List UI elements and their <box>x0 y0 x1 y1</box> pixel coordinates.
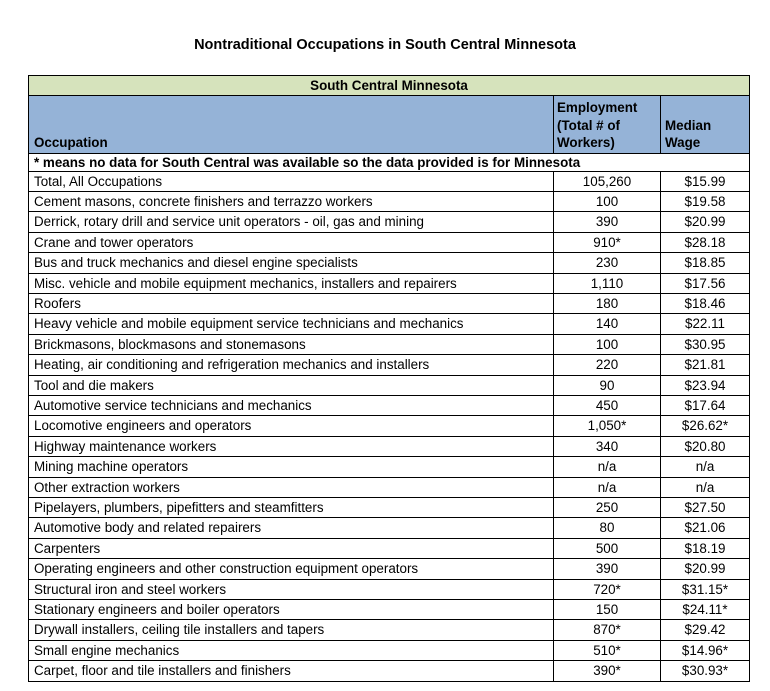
table-row <box>29 253 750 273</box>
employment-cell: 910* <box>554 232 661 252</box>
region-header-row <box>29 76 750 96</box>
median-wage-cell: $18.19 <box>661 538 750 558</box>
wage-header-line: Wage <box>665 135 701 150</box>
occupation-cell: Pipelayers, plumbers, pipefitters and steamfitters <box>29 498 554 518</box>
median-wage-cell: $23.94 <box>661 375 750 395</box>
column-header-row <box>29 96 750 154</box>
employment-cell: 220 <box>554 355 661 375</box>
employment-cell: 180 <box>554 293 661 313</box>
occupation-cell: Roofers <box>29 293 554 313</box>
employment-cell: 500 <box>554 538 661 558</box>
table-row <box>29 538 750 558</box>
occupation-cell: Other extraction workers <box>29 477 554 497</box>
occupation-cell: Small engine mechanics <box>29 640 554 660</box>
employment-cell: 250 <box>554 498 661 518</box>
employment-cell: 390 <box>554 212 661 232</box>
median-wage-cell: $18.85 <box>661 253 750 273</box>
table-row <box>29 559 750 579</box>
median-wage-cell: $30.93* <box>661 661 750 681</box>
employment-cell: 450 <box>554 395 661 415</box>
median-wage-cell: $31.15* <box>661 579 750 599</box>
occupation-cell: Drywall installers, ceiling tile installers and tapers <box>29 620 554 640</box>
table-row <box>29 395 750 415</box>
occupation-cell: Operating engineers and other construction equipment operators <box>29 559 554 579</box>
occupation-cell: Bus and truck mechanics and diesel engine specialists <box>29 253 554 273</box>
employment-cell: 1,050* <box>554 416 661 436</box>
occupation-cell: Mining machine operators <box>29 457 554 477</box>
median-wage-cell: $21.81 <box>661 355 750 375</box>
median-wage-cell: $20.80 <box>661 436 750 456</box>
table-row <box>29 416 750 436</box>
employment-cell: 100 <box>554 334 661 354</box>
median-wage-cell: n/a <box>661 457 750 477</box>
employment-column-header <box>554 96 661 154</box>
occupation-cell: Cement masons, concrete finishers and terrazzo workers <box>29 191 554 211</box>
table-row <box>29 600 750 620</box>
table-row <box>29 620 750 640</box>
occupation-cell: Structural iron and steel workers <box>29 579 554 599</box>
occupation-cell: Carpenters <box>29 538 554 558</box>
median-wage-cell: $28.18 <box>661 232 750 252</box>
occupation-cell: Heavy vehicle and mobile equipment service technicians and mechanics <box>29 314 554 334</box>
employment-cell: 150 <box>554 600 661 620</box>
employment-header-line: (Total # of <box>557 117 620 133</box>
occupation-cell: Brickmasons, blockmasons and stonemasons <box>29 334 554 354</box>
median-wage-cell: $26.62* <box>661 416 750 436</box>
table-row <box>29 334 750 354</box>
occupation-cell: Derrick, rotary drill and service unit operators - oil, gas and mining <box>29 212 554 232</box>
occupation-cell: Tool and die makers <box>29 375 554 395</box>
occupation-cell: Automotive service technicians and mechanics <box>29 395 554 415</box>
table-row <box>29 436 750 456</box>
median-wage-cell: $18.46 <box>661 293 750 313</box>
employment-cell: 390* <box>554 661 661 681</box>
table-row <box>29 191 750 211</box>
table-row <box>29 457 750 477</box>
employment-cell: 90 <box>554 375 661 395</box>
employment-cell: 1,110 <box>554 273 661 293</box>
table-row <box>29 375 750 395</box>
occupation-cell: Locomotive engineers and operators <box>29 416 554 436</box>
employment-cell: 230 <box>554 253 661 273</box>
occupation-column-header: Occupation <box>29 96 554 154</box>
document-title: Nontraditional Occupations in South Central Minnesota <box>194 37 576 53</box>
table-row <box>29 293 750 313</box>
table-row <box>29 661 750 681</box>
occupation-cell: Total, All Occupations <box>29 171 554 191</box>
median-wage-cell: $17.64 <box>661 395 750 415</box>
median-wage-cell: $22.11 <box>661 314 750 334</box>
employment-cell: 390 <box>554 559 661 579</box>
table-row <box>29 477 750 497</box>
table-row <box>29 498 750 518</box>
employment-cell: 80 <box>554 518 661 538</box>
occupation-cell: Stationary engineers and boiler operators <box>29 600 554 620</box>
table-row <box>29 232 750 252</box>
region-label: South Central Minnesota <box>29 76 750 96</box>
median-wage-cell: $24.11* <box>661 600 750 620</box>
employment-cell: 105,260 <box>554 171 661 191</box>
occupation-cell: Highway maintenance workers <box>29 436 554 456</box>
occupations-table <box>28 75 750 682</box>
note-row <box>29 153 750 171</box>
employment-cell: 100 <box>554 191 661 211</box>
employment-cell: 140 <box>554 314 661 334</box>
table-row <box>29 314 750 334</box>
median-wage-cell: $14.96* <box>661 640 750 660</box>
median-wage-cell: $20.99 <box>661 212 750 232</box>
table-row <box>29 273 750 293</box>
median-wage-cell: $29.42 <box>661 620 750 640</box>
employment-cell: 340 <box>554 436 661 456</box>
median-wage-cell: $30.95 <box>661 334 750 354</box>
occupation-cell: Automotive body and related repairers <box>29 518 554 538</box>
median-wage-cell: $19.58 <box>661 191 750 211</box>
median-wage-cell: $17.56 <box>661 273 750 293</box>
table-row <box>29 640 750 660</box>
table-row <box>29 355 750 375</box>
median-wage-cell: $21.06 <box>661 518 750 538</box>
employment-header-line: Employment <box>557 100 638 115</box>
employment-cell: 720* <box>554 579 661 599</box>
occupation-cell: Heating, air conditioning and refrigeration mechanics and installers <box>29 355 554 375</box>
table-row <box>29 212 750 232</box>
median-wage-cell: $27.50 <box>661 498 750 518</box>
median-wage-cell: $20.99 <box>661 559 750 579</box>
employment-cell: 870* <box>554 620 661 640</box>
wage-header-line: Median <box>665 117 712 133</box>
table-row <box>29 518 750 538</box>
data-note: * means no data for South Central was available so the data provided is for Minnesota <box>29 153 750 171</box>
occupation-cell: Crane and tower operators <box>29 232 554 252</box>
occupation-cell: Carpet, floor and tile installers and finishers <box>29 661 554 681</box>
table-body <box>29 171 750 681</box>
employment-cell: n/a <box>554 477 661 497</box>
employment-cell: n/a <box>554 457 661 477</box>
occupation-cell: Misc. vehicle and mobile equipment mechanics, installers and repairers <box>29 273 554 293</box>
employment-header-line: Workers) <box>557 135 615 150</box>
median-wage-cell: n/a <box>661 477 750 497</box>
median-wage-column-header <box>661 96 750 154</box>
table-row <box>29 579 750 599</box>
employment-cell: 510* <box>554 640 661 660</box>
table-row <box>29 171 750 191</box>
median-wage-cell: $15.99 <box>661 171 750 191</box>
